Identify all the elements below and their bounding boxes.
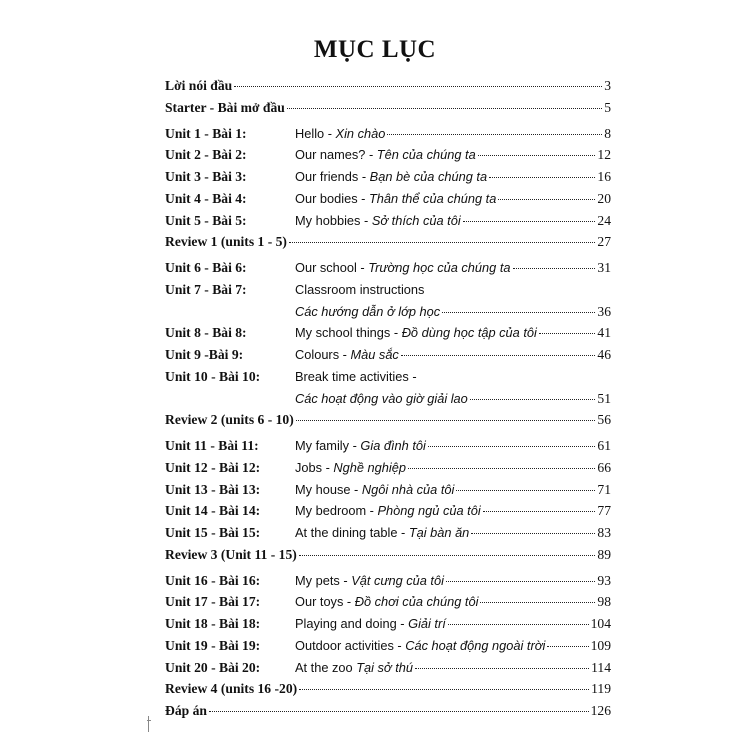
toc-dot-leader	[498, 199, 595, 200]
toc-entry-label: Review 1 (units 1 - 5)	[165, 234, 287, 250]
toc-entry-label: Unit 20 - Bài 20:	[165, 659, 261, 675]
toc-entry-title-vi: Tên của chúng ta	[376, 147, 476, 163]
toc-page-number: 31	[597, 260, 611, 275]
toc-entry-title-en: At the dining table -	[295, 525, 409, 540]
toc-entry-title-vi: Trường học của chúng ta	[368, 260, 511, 275]
toc-entry	[165, 570, 611, 592]
toc-entry-title	[295, 522, 469, 544]
toc-entry-label: Unit 8 - Bài 8:	[165, 325, 247, 341]
toc-entry-label: Unit 6 - Bài 6:	[165, 260, 247, 275]
toc-entry-title-vi: Các hướng dẫn ở lớp học	[295, 303, 441, 319]
toc-page-number: 77	[597, 503, 611, 519]
toc-entry-title	[295, 144, 476, 166]
toc-entry-label: Lời nói đầu	[165, 78, 233, 93]
toc-entry-title-en: My school things -	[295, 325, 402, 341]
toc-dot-leader	[470, 399, 596, 400]
toc-entry-label: Unit 17 - Bài 17:	[165, 594, 261, 610]
toc-dot-leader	[209, 711, 589, 712]
toc-entry	[165, 97, 611, 119]
toc-entry-title	[295, 366, 417, 388]
toc-entry-title-en: Our friends -	[295, 169, 370, 184]
toc-page-number: 16	[597, 169, 611, 184]
toc-entry-label: Review 4 (units 16 -20)	[165, 681, 298, 697]
toc-entry-title-vi: Phòng ngủ của tôi	[377, 503, 481, 519]
toc-dot-leader	[296, 420, 596, 421]
toc-entry	[165, 409, 611, 431]
toc-entry-label: Review 3 (Unit 11 - 15)	[165, 546, 297, 562]
toc-dot-leader	[471, 533, 595, 534]
toc-entry-title	[295, 322, 537, 344]
toc-entry-title-vi: Đồ chơi của chúng tôi	[354, 594, 479, 610]
toc-dot-leader	[463, 221, 596, 222]
toc-entry	[165, 657, 611, 679]
toc-entry	[165, 678, 611, 700]
toc-entry-label: Unit 15 - Bài 15:	[165, 525, 261, 540]
toc-dot-leader	[401, 355, 596, 356]
toc-page-number: 109	[590, 637, 611, 653]
toc-dot-leader	[513, 268, 596, 269]
toc-dot-leader	[456, 490, 595, 491]
toc-entry-label: Unit 11 - Bài 11:	[165, 438, 259, 453]
toc-entry-title	[295, 188, 496, 210]
toc-entry	[165, 366, 611, 388]
toc-entry-title-en: My family -	[295, 438, 361, 453]
toc-entry-title-en: Our toys -	[295, 594, 355, 610]
toc-entry-title	[295, 301, 440, 323]
toc-entry-title	[295, 344, 399, 366]
toc-dot-leader	[547, 646, 588, 647]
table-of-contents	[165, 75, 611, 722]
toc-entry-label: Unit 9 -Bài 9:	[165, 347, 244, 362]
toc-entry-label: Starter - Bài mở đầu	[165, 99, 285, 115]
toc-dot-leader	[478, 155, 596, 156]
toc-dot-leader	[480, 602, 595, 603]
toc-entry-title	[295, 123, 385, 145]
toc-entry	[165, 544, 611, 566]
toc-entry	[165, 322, 611, 344]
toc-entry-title	[295, 166, 487, 188]
toc-entry-title	[295, 435, 426, 457]
toc-entry	[165, 591, 611, 613]
toc-entry	[165, 301, 611, 323]
toc-page-number: 66	[597, 459, 611, 475]
toc-entry-title	[295, 388, 468, 410]
toc-entry-title-en: Our school -	[295, 260, 369, 275]
toc-entry-title	[295, 570, 444, 592]
toc-dot-leader	[289, 242, 595, 243]
toc-dot-leader	[483, 511, 596, 512]
toc-dot-leader	[299, 555, 596, 556]
toc-entry	[165, 231, 611, 253]
toc-entry-title	[295, 591, 478, 613]
toc-entry-title-vi: Đồ dùng học tập của tôi	[401, 325, 537, 341]
toc-page-number: 93	[597, 572, 611, 588]
toc-entry-title-en: My house -	[295, 481, 362, 497]
toc-entry	[165, 388, 611, 410]
toc-entry-title-en: Outdoor activities -	[295, 637, 406, 653]
toc-dot-leader	[442, 312, 595, 313]
toc-entry-title-vi: Tại sở thú	[356, 659, 413, 675]
toc-entry	[165, 435, 611, 457]
toc-entry-label: Unit 3 - Bài 3:	[165, 169, 247, 184]
toc-entry-label: Unit 19 - Bài 19:	[165, 637, 261, 653]
toc-page-number: 56	[597, 412, 611, 428]
toc-entry	[165, 123, 611, 145]
toc-entry-label: Unit 1 - Bài 1:	[165, 125, 247, 141]
toc-entry-title-en: My hobbies -	[295, 212, 372, 228]
toc-entry	[165, 500, 611, 522]
toc-entry-title	[295, 279, 424, 301]
toc-dot-leader	[415, 668, 589, 669]
toc-entry	[165, 613, 611, 635]
toc-entry	[165, 279, 611, 301]
toc-page-number: 24	[597, 212, 611, 228]
toc-entry-title-vi: Màu sắc	[350, 347, 399, 362]
toc-page-number: 119	[591, 681, 611, 697]
toc-entry-title-en: Classroom instructions	[295, 281, 425, 297]
toc-entry-title	[295, 657, 413, 679]
toc-page-number: 51	[597, 390, 611, 406]
toc-page-number: 98	[597, 594, 611, 610]
toc-entry-title-vi: Xin chào	[335, 125, 386, 141]
toc-entry-title	[295, 613, 446, 635]
toc-entry	[165, 166, 611, 188]
toc-entry-title-vi: Tại bàn ăn	[408, 525, 470, 540]
toc-entry-title-en: Hello -	[295, 125, 336, 141]
toc-entry-label: Unit 12 - Bài 12:	[165, 459, 261, 475]
toc-page-number: 61	[597, 438, 611, 453]
toc-entry-title-vi: Các hoạt động vào giờ giải lao	[295, 390, 468, 406]
toc-entry-label: Unit 4 - Bài 4:	[165, 190, 247, 206]
toc-dot-leader	[387, 134, 602, 135]
toc-page-number: 5	[604, 99, 611, 115]
toc-entry-title-en: Colours -	[295, 347, 351, 362]
toc-entry-label: Unit 14 - Bài 14:	[165, 503, 261, 519]
toc-entry	[165, 188, 611, 210]
toc-entry-title-en: Break time activities -	[295, 368, 417, 384]
toc-entry-title-en: At the zoo	[295, 659, 357, 675]
toc-entry-label: Đáp án	[165, 703, 207, 718]
toc-entry-label: Unit 2 - Bài 2:	[165, 147, 247, 163]
toc-entry-title-en: My bedroom -	[295, 503, 378, 519]
toc-entry-title-en: Our names? -	[295, 147, 377, 163]
toc-dot-leader	[489, 177, 595, 178]
toc-entry	[165, 144, 611, 166]
toc-entry	[165, 457, 611, 479]
toc-entry	[165, 210, 611, 232]
toc-entry-title-en: Playing and doing -	[295, 616, 409, 631]
toc-entry-label: Unit 5 - Bài 5:	[165, 212, 247, 228]
toc-page-number: 3	[604, 78, 611, 93]
toc-dot-leader	[446, 581, 595, 582]
toc-page-number: 27	[597, 234, 611, 250]
toc-entry	[165, 479, 611, 501]
toc-page-number: 36	[597, 303, 611, 319]
toc-dot-leader	[448, 624, 589, 625]
toc-dot-leader	[428, 446, 596, 447]
toc-entry-title	[295, 500, 481, 522]
toc-page-number: 71	[597, 481, 611, 497]
toc-page-number: 12	[597, 147, 611, 163]
toc-entry-title	[295, 635, 545, 657]
toc-entry	[165, 344, 611, 366]
toc-entry-title	[295, 210, 461, 232]
toc-entry-title	[295, 457, 406, 479]
toc-entry-label: Unit 10 - Bài 10:	[165, 368, 261, 384]
toc-entry	[165, 257, 611, 279]
toc-dot-leader	[299, 689, 589, 690]
toc-entry-title-vi: Vật cưng của tôi	[351, 572, 444, 588]
toc-dot-leader	[539, 333, 596, 334]
toc-page-number: 83	[597, 525, 611, 540]
toc-entry-label: Review 2 (units 6 - 10)	[165, 412, 294, 428]
toc-entry-label: Unit 13 - Bài 13:	[165, 481, 261, 497]
toc-entry-title-vi: Nghề nghiệp	[333, 459, 406, 475]
toc-entry-title-en: Jobs -	[295, 459, 334, 475]
toc-entry-title-vi: Gia đình tôi	[360, 438, 426, 453]
toc-entry-label: Unit 7 - Bài 7:	[165, 281, 247, 297]
toc-entry-title-en: Our bodies -	[295, 190, 369, 206]
toc-entry	[165, 522, 611, 544]
toc-entry-title-vi: Thân thể của chúng ta	[368, 190, 497, 206]
toc-page-number: 46	[597, 347, 611, 362]
toc-entry-title-vi: Ngôi nhà của tôi	[361, 481, 455, 497]
toc-dot-leader	[408, 468, 595, 469]
toc-entry-title	[295, 479, 454, 501]
toc-entry-title-vi: Bạn bè của chúng ta	[369, 169, 488, 184]
toc-entry-title-vi: Giải trí	[408, 616, 446, 631]
page-title: MỤC LỤC	[313, 36, 437, 63]
toc-entry	[165, 75, 611, 97]
toc-entry-title-vi: Sở thích của tôi	[371, 212, 461, 228]
toc-page-number: 126	[590, 703, 611, 718]
toc-entry-label: Unit 18 - Bài 18:	[165, 616, 261, 631]
toc-entry	[165, 635, 611, 657]
toc-page-number: 114	[591, 659, 611, 675]
toc-entry-title-vi: Các hoạt động ngoài trời	[405, 637, 546, 653]
toc-entry-title-en: My pets -	[295, 572, 352, 588]
toc-page-number: 8	[604, 125, 611, 141]
toc-page-number: 89	[597, 546, 611, 562]
toc-entry	[165, 700, 611, 722]
toc-page-number: 20	[597, 190, 611, 206]
toc-dot-leader	[234, 86, 602, 87]
toc-page-number: 104	[590, 616, 611, 631]
toc-dot-leader	[287, 108, 602, 109]
toc-page-number: 41	[597, 325, 611, 341]
toc-entry-label: Unit 16 - Bài 16:	[165, 572, 261, 588]
scan-mark	[147, 716, 151, 732]
toc-entry-title	[295, 257, 511, 279]
